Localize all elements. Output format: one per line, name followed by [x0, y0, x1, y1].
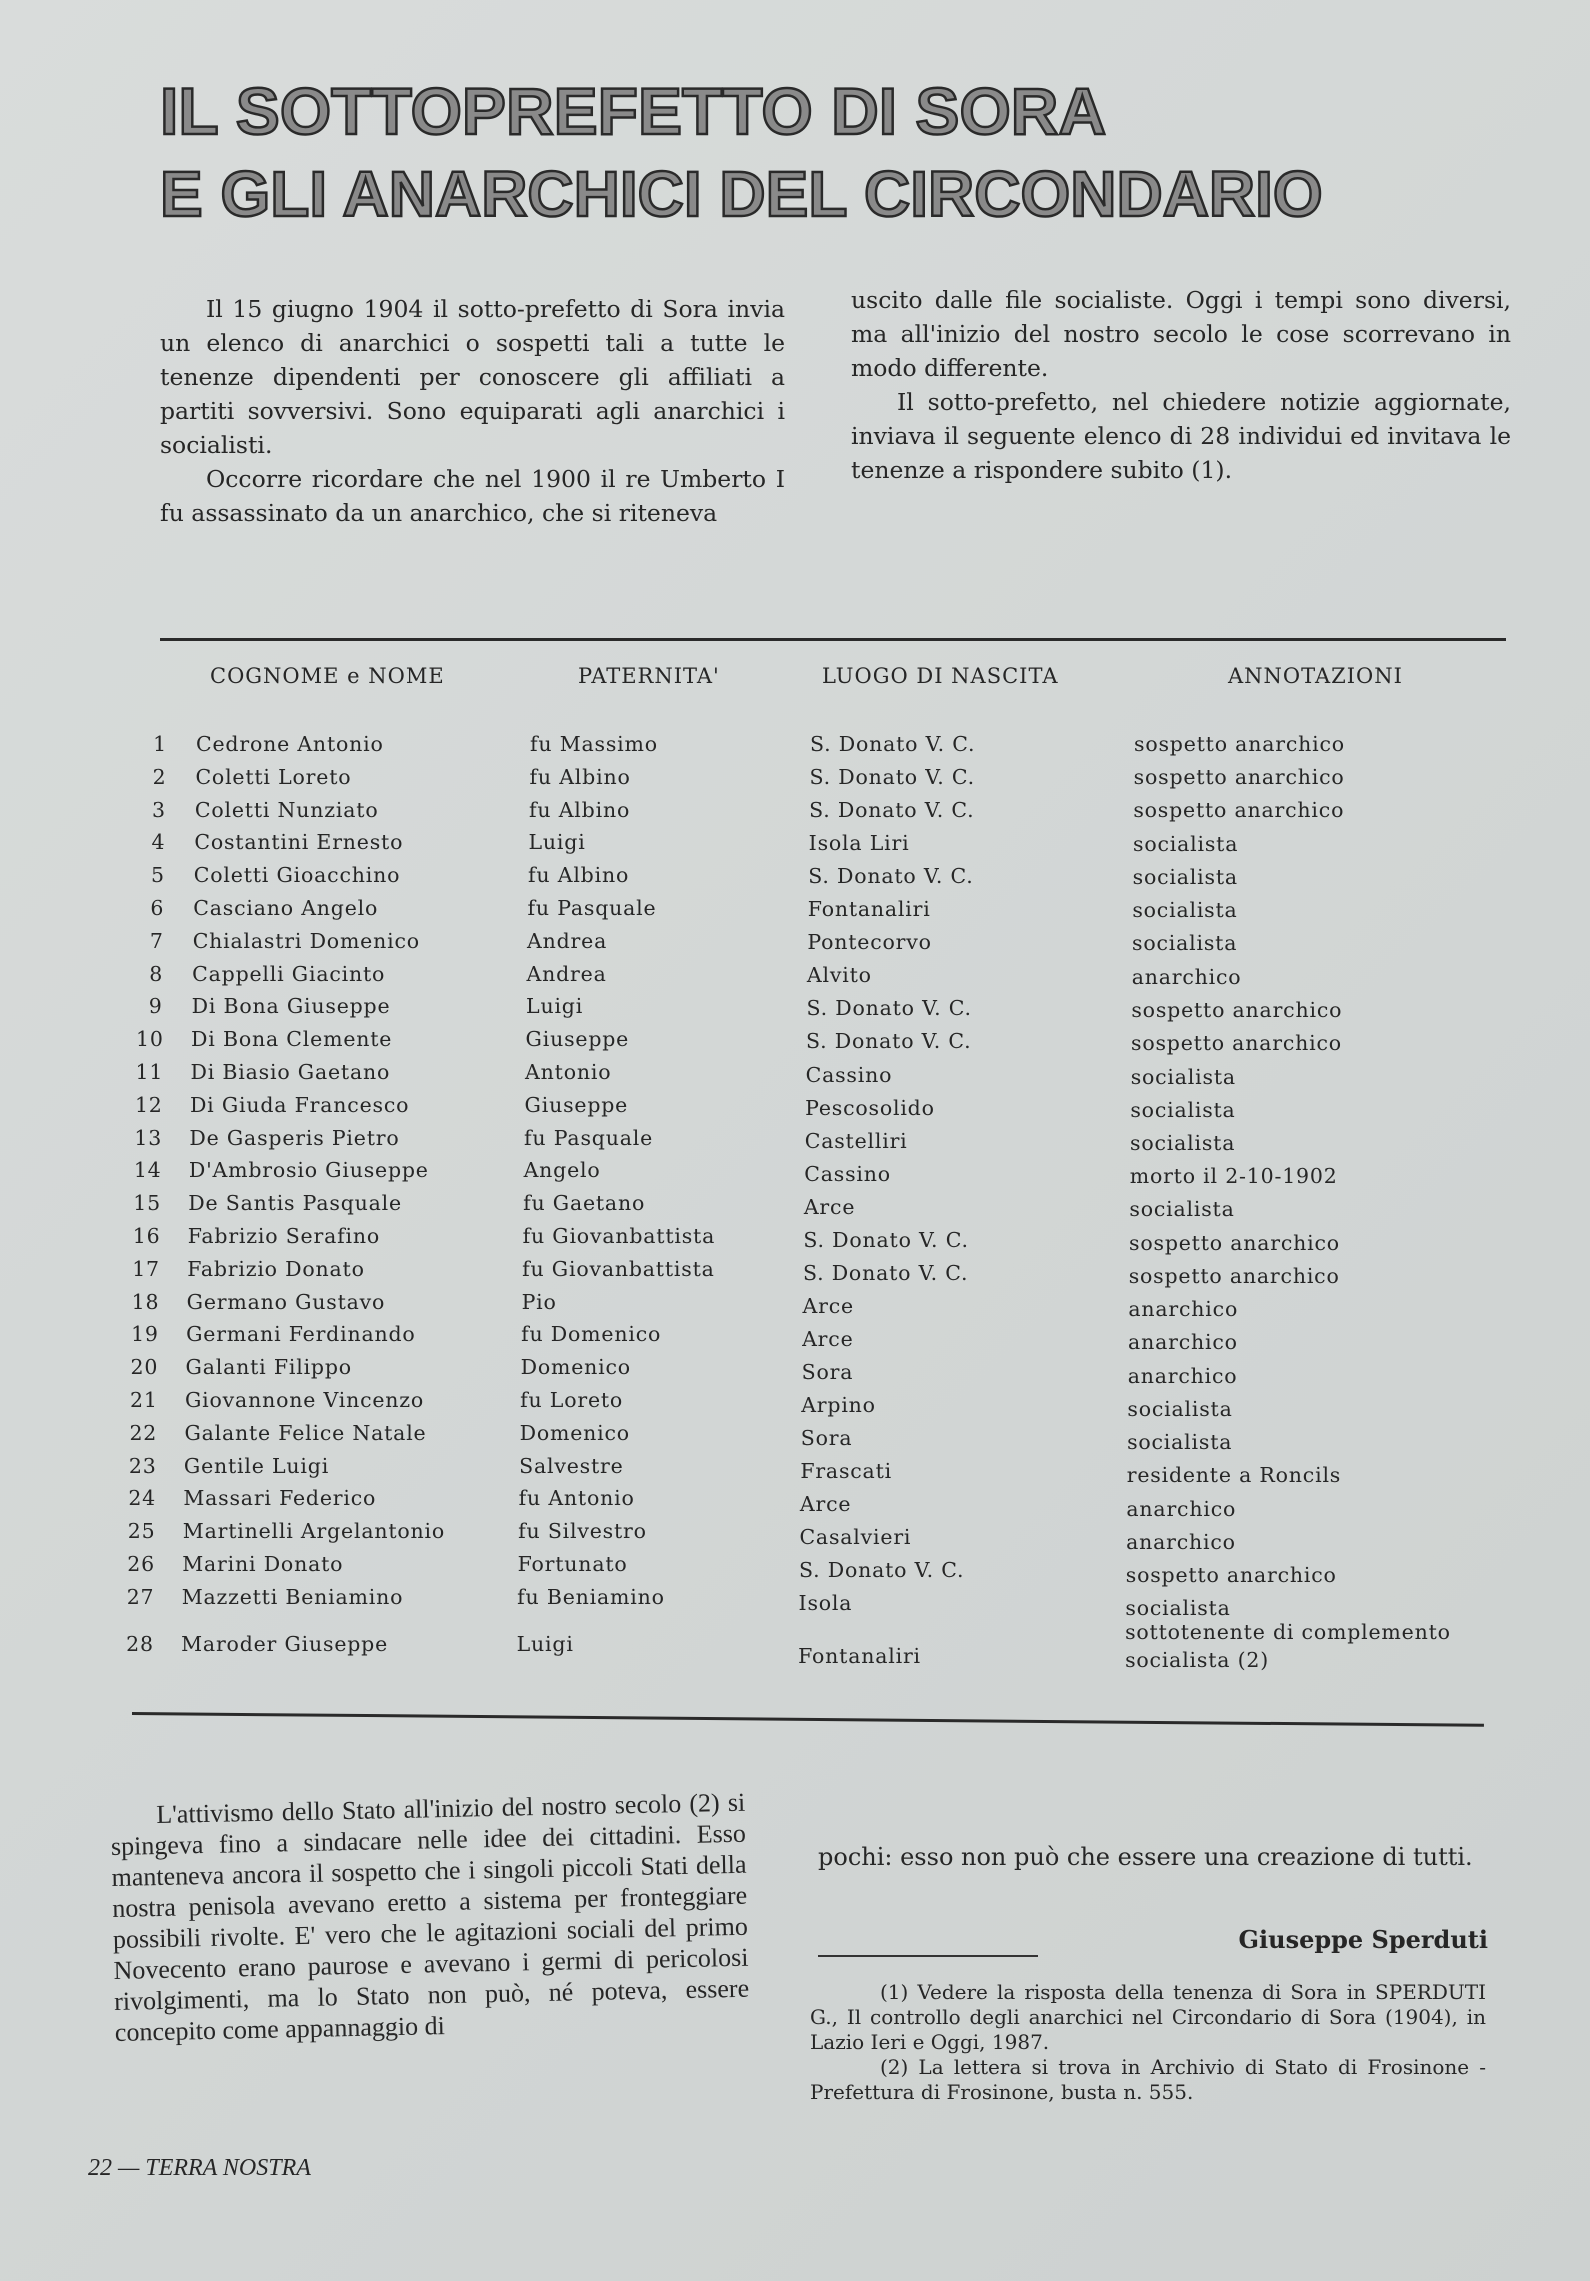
table-row [0, 1552, 1500, 1588]
birthplace: Arce [802, 1293, 854, 1318]
intro-paragraph: Il sotto-prefetto, nel chiedere notizie aggiornate, inviava il seguente elenco di 28 individui ed invitava le tenenze a rispondere subito (1). [851, 388, 1511, 484]
person-name: Fabrizio Serafino [187, 1224, 380, 1248]
person-name: Coletti Gioacchino [193, 863, 401, 888]
row-number: 22 [129, 1420, 158, 1445]
row-number: 26 [127, 1552, 155, 1576]
paternity: Giuseppe [524, 1092, 629, 1117]
person-name: Coletti Loreto [195, 764, 352, 789]
header-paternity: PATERNITA' [578, 664, 720, 688]
birthplace: S. Donato V. C. [809, 798, 975, 823]
person-name: Maroder Giuseppe [181, 1631, 389, 1656]
person-name: Di Biasio Gaetano [190, 1060, 391, 1084]
footnotes [810, 1980, 1486, 2105]
person-name: Galante Felice Natale [184, 1420, 427, 1445]
person-name: Fabrizio Donato [187, 1256, 365, 1281]
annotation: residente a Roncils [1126, 1463, 1342, 1488]
closing-paragraph: pochi: esso non può che essere una creazione di tutti. [818, 1843, 1473, 1871]
paternity: fu Antonio [518, 1486, 635, 1511]
table-row [0, 732, 1500, 765]
author-signature: Giuseppe Sperduti [1238, 1925, 1488, 1954]
paternity: fu Albino [529, 764, 631, 789]
person-name: Martinelli Argelantonio [182, 1519, 446, 1544]
row-number: 14 [133, 1158, 162, 1183]
article-title-line-2: E GLI ANARCHICI DEL CIRCONDARIO [160, 158, 1323, 230]
birthplace: Isola [798, 1591, 853, 1616]
birthplace: Sora [801, 1359, 854, 1384]
person-name: Marini Donato [182, 1552, 344, 1576]
birthplace: S. Donato V. C. [799, 1558, 965, 1583]
table-row [0, 962, 1500, 995]
row-number: 12 [134, 1092, 163, 1117]
header-name: COGNOME e NOME [210, 664, 445, 688]
paternity: Angelo [523, 1158, 601, 1183]
closing-text-right [818, 1842, 1483, 1873]
row-number: 24 [128, 1486, 157, 1511]
person-name: Di Bona Clemente [191, 1027, 393, 1052]
table-row [0, 1322, 1500, 1355]
row-number: 28 [126, 1631, 154, 1656]
table-row [0, 1486, 1500, 1519]
paternity: fu Loreto [520, 1388, 624, 1412]
annotation: socialista [1127, 1397, 1233, 1421]
closing-text-left [110, 1787, 750, 2048]
birthplace: S. Donato V. C. [810, 732, 976, 756]
annotation: socialista [1132, 931, 1238, 956]
person-name: Gentile Luigi [183, 1453, 330, 1478]
table-row [0, 1224, 1500, 1257]
table-bottom-rule [132, 1712, 1484, 1727]
birthplace: S. Donato V. C. [806, 996, 972, 1021]
annotation: anarchico [1126, 1496, 1237, 1521]
signature-rule [818, 1955, 1038, 1957]
birthplace: Arce [803, 1194, 856, 1219]
birthplace: S. Donato V. C. [809, 765, 975, 790]
row-number: 17 [132, 1256, 160, 1281]
table-row [0, 1454, 1500, 1487]
row-number: 9 [148, 994, 163, 1019]
annotation: socialista [1130, 1130, 1236, 1155]
paternity: Giuseppe [525, 1027, 630, 1052]
paternity: fu Domenico [521, 1322, 662, 1347]
row-number: 15 [133, 1191, 161, 1216]
paternity: fu Gaetano [523, 1191, 646, 1216]
person-name: Coletti Nunziato [194, 797, 379, 822]
table-row [0, 1290, 1500, 1323]
table-row [0, 1584, 1500, 1621]
row-number: 23 [128, 1453, 157, 1478]
person-name: Di Bona Giuseppe [191, 994, 391, 1019]
paternity: fu Albino [528, 863, 630, 888]
annotation: socialista [1127, 1430, 1233, 1455]
person-name: De Gasperis Pietro [189, 1125, 400, 1150]
table-row [0, 1519, 1500, 1552]
birthplace: Arce [799, 1492, 852, 1517]
paternity: Pio [521, 1289, 557, 1314]
annotation: sospetto anarchico [1133, 765, 1345, 790]
annotation: sottotenente di complemento socialista (2) [1125, 1619, 1451, 1672]
table-row [0, 1421, 1500, 1454]
paternity: Domenico [519, 1420, 630, 1445]
annotation: socialista [1125, 1596, 1231, 1621]
birthplace: S. Donato V. C. [806, 1029, 972, 1054]
person-name: Giovannone Vincenzo [185, 1388, 425, 1412]
table-row [0, 1060, 1500, 1093]
paternity: fu Massimo [530, 732, 658, 756]
intro-paragraph: Occorre ricordare che nel 1900 il re Umberto I fu assassinato da un anarchico, che si riteneva [160, 465, 785, 527]
page-footer: 22 — TERRA NOSTRA [88, 2155, 311, 2181]
annotation: socialista [1132, 898, 1238, 923]
paternity: fu Pasquale [527, 896, 657, 920]
person-name: Mazzetti Beniamino [181, 1584, 404, 1609]
annotation: anarchico [1128, 1297, 1239, 1322]
paternity: Luigi [526, 994, 584, 1019]
row-number: 19 [131, 1322, 159, 1347]
footnote: (1) Vedere la risposta della tenenza di Sora in SPERDUTI G., Il controllo degli anarchici nel Circondario di Sora (1904), in Lazio Ieri e Oggi, 1987. [810, 1980, 1486, 2054]
intro-right-column [851, 283, 1511, 487]
birthplace: Castelliri [804, 1128, 908, 1153]
birthplace: Arpino [801, 1393, 876, 1417]
birthplace: Pescosolido [805, 1095, 935, 1120]
row-number: 7 [149, 928, 164, 953]
person-name: Massari Federico [183, 1486, 377, 1511]
birthplace: Isola Liri [808, 831, 910, 856]
annotation: socialista [1133, 831, 1239, 856]
annotation: morto il 2-10-1902 [1129, 1164, 1338, 1189]
paternity: Andrea [527, 928, 608, 953]
birthplace: Frascati [800, 1459, 892, 1484]
table-row [0, 1093, 1500, 1126]
annotation: socialista [1132, 864, 1238, 889]
birthplace: Cassino [805, 1062, 893, 1087]
annotation: socialista [1130, 1064, 1236, 1089]
paternity: fu Giovanbattista [522, 1256, 715, 1281]
table-row [0, 863, 1500, 896]
birthplace: Fontanaliri [798, 1643, 921, 1668]
table-row [0, 1158, 1500, 1191]
birthplace: Sora [800, 1426, 853, 1451]
birthplace: Pontecorvo [807, 930, 932, 955]
row-number: 21 [130, 1388, 158, 1412]
table-row [0, 765, 1500, 798]
annotation: sospetto anarchico [1131, 1031, 1342, 1056]
person-name: Germano Gustavo [186, 1289, 386, 1314]
birthplace: Arce [802, 1326, 854, 1351]
row-number: 13 [134, 1125, 163, 1150]
footnote: (2) La lettera si trova in Archivio di Stato di Frosinone - Prefettura di Frosinone, busta n. 555. [810, 2055, 1486, 2104]
table-row [0, 798, 1500, 831]
annotation: sospetto anarchico [1128, 1263, 1340, 1288]
person-name: Cappelli Giacinto [192, 961, 386, 986]
table-row [0, 896, 1500, 929]
person-name: Germani Ferdinando [186, 1322, 416, 1347]
row-number: 2 [152, 764, 167, 789]
paternity: Antonio [525, 1060, 612, 1084]
annotation: sospetto anarchico [1134, 732, 1345, 756]
annotation: sospetto anarchico [1131, 997, 1343, 1022]
table-row [0, 1257, 1500, 1290]
row-number: 25 [127, 1519, 156, 1544]
person-name: De Santis Pasquale [188, 1191, 402, 1216]
paternity: fu Giovanbattista [522, 1224, 716, 1248]
person-name: Chialastri Domenico [192, 928, 420, 953]
row-number: 20 [130, 1355, 159, 1380]
paternity: Salvestre [519, 1453, 624, 1478]
intro-paragraph: uscito dalle file socialiste. Oggi i tempi sono diversi, ma all'inizio del nostro secolo le cose scorrevano in modo differente. [851, 286, 1511, 382]
paternity: fu Beniamino [517, 1584, 665, 1609]
birthplace: S. Donato V. C. [802, 1260, 969, 1285]
table-row [0, 929, 1500, 962]
paternity: Domenico [520, 1355, 631, 1380]
annotation: sospetto anarchico [1133, 798, 1345, 823]
table-row [0, 1126, 1500, 1159]
row-number: 5 [150, 863, 165, 888]
row-number: 10 [136, 1027, 164, 1052]
birthplace: Alvito [806, 963, 872, 988]
person-name: Di Giuda Francesco [189, 1092, 410, 1117]
paternity: fu Albino [529, 797, 631, 822]
header-notes: ANNOTAZIONI [1228, 664, 1403, 688]
person-name: Costantini Ernesto [194, 830, 404, 855]
table-top-rule [160, 638, 1506, 641]
birthplace: S. Donato V. C. [803, 1227, 969, 1252]
row-number: 11 [135, 1060, 164, 1084]
closing-paragraph: L'attivismo dello Stato all'inizio del nostro secolo (2) si spingeva fino a sindacare nelle idee dei cittadini. Esso manteneva ancora il sospetto che i singoli piccoli Stati della nostra penisola avevano eretto a sistema per fronteggiare possibili rivolte. E' vero che le agitazioni sociali del primo Novecento erano paurose e avevano i germi di pericolosi rivolgimenti, ma lo Stato non può, né poteva, essere concepito come appannaggio di [110, 1787, 750, 2047]
table-row [0, 1191, 1500, 1224]
person-name: D'Ambrosio Giuseppe [188, 1158, 429, 1183]
article-title-line-1: IL SOTTOPREFETTO DI SORA [160, 74, 1107, 148]
annotation: anarchico [1131, 964, 1242, 989]
row-number: 3 [152, 797, 166, 822]
row-number: 6 [150, 896, 165, 920]
table-row [0, 830, 1500, 863]
annotation: sospetto anarchico [1129, 1230, 1340, 1255]
annotation: sospetto anarchico [1125, 1563, 1337, 1588]
person-name: Galanti Filippo [185, 1355, 352, 1380]
table-row [0, 1027, 1500, 1060]
paternity: Andrea [526, 961, 607, 986]
annotation: anarchico [1128, 1330, 1238, 1355]
row-number: 1 [153, 732, 167, 756]
paternity: Fortunato [517, 1552, 628, 1576]
intro-paragraph: Il 15 giugno 1904 il sotto-prefetto di Sora invia un elenco di anarchici o sospetti tali a tutte le tenenze dipendenti per conoscere gli affiliati a partiti sovversivi. Sono equiparati agli anarchici i socialisti. [160, 295, 785, 459]
annotation: anarchico [1126, 1529, 1236, 1554]
table-row [0, 994, 1500, 1027]
annotation: socialista [1130, 1097, 1236, 1122]
paternity: Luigi [516, 1631, 574, 1656]
row-number: 27 [126, 1584, 155, 1609]
person-name: Casciano Angelo [193, 896, 379, 920]
row-number: 4 [151, 830, 166, 855]
header-birthplace: LUOGO DI NASCITA [822, 664, 1059, 688]
paternity: Luigi [528, 830, 586, 855]
intro-left-column [160, 292, 785, 530]
row-number: 16 [132, 1224, 161, 1248]
birthplace: Fontanaliri [807, 897, 931, 922]
annotation: anarchico [1127, 1363, 1238, 1388]
row-number: 8 [149, 961, 164, 986]
birthplace: Cassino [804, 1161, 891, 1186]
person-name: Cedrone Antonio [196, 732, 384, 756]
table-row [0, 1355, 1500, 1388]
birthplace: Casalvieri [799, 1525, 912, 1550]
row-number: 18 [131, 1289, 160, 1314]
paternity: fu Pasquale [524, 1125, 654, 1150]
birthplace: S. Donato V. C. [808, 864, 974, 889]
paternity: fu Silvestro [518, 1519, 647, 1544]
table-row [0, 1619, 1500, 1672]
annotation: socialista [1129, 1197, 1235, 1222]
table-row [0, 1388, 1500, 1421]
